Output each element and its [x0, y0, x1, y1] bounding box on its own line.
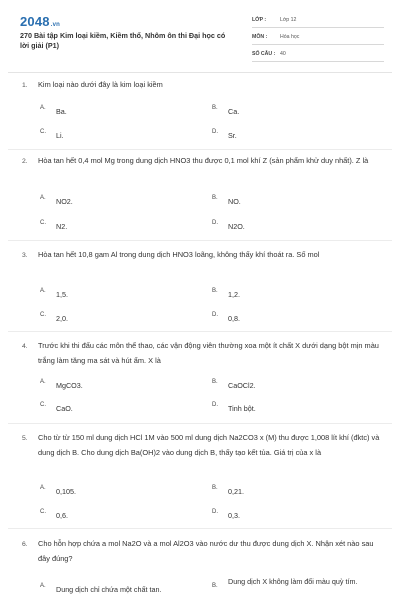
question-number: 2.: [22, 158, 28, 165]
option-letter: A.: [40, 379, 46, 385]
option-letter: D.: [212, 129, 218, 135]
option-letter: B.: [212, 105, 218, 111]
option-letter: A.: [40, 583, 46, 589]
brand-logo[interactable]: [20, 14, 60, 29]
question-text: Trước khi thi đấu các môn thể thao, các vận động viên thường xoa một ít chất X dưới dạng bột mịn màu trắng làm tăng ma sát và hút ẩm. X là: [38, 341, 379, 365]
option-b[interactable]: [212, 379, 256, 393]
option-text: NO2.: [56, 197, 73, 206]
meta-value: Hóa học: [280, 34, 300, 40]
option-text: NO.: [228, 197, 241, 206]
question-divider: [8, 149, 392, 150]
option-text: Dung dịch chỉ chứa một chất tan.: [56, 585, 162, 594]
page-header: [0, 0, 400, 66]
option-text: Sr.: [228, 131, 237, 140]
option-letter: B.: [212, 195, 218, 201]
option-text: 0,8.: [228, 314, 240, 323]
question-text: Hòa tan hết 0,4 mol Mg trong dung dịch HNO3 thu được 0,1 mol khí Z (sản phẩm khử duy nhất). Z là: [38, 156, 369, 165]
option-b[interactable]: [212, 288, 240, 302]
option-text: 1,2.: [228, 290, 240, 299]
option-letter: D.: [212, 220, 218, 226]
option-a[interactable]: [40, 485, 76, 499]
option-text: 0,105.: [56, 487, 76, 496]
option-text: Ca.: [228, 107, 240, 116]
option-a[interactable]: [40, 583, 162, 597]
option-text: 2,0.: [56, 314, 68, 323]
option-letter: A.: [40, 485, 46, 491]
option-b[interactable]: [212, 485, 244, 499]
question-number: 5.: [22, 435, 28, 442]
question-number: 1.: [22, 82, 28, 89]
option-letter: B.: [212, 379, 218, 385]
meta-key: LỚP :: [252, 17, 267, 23]
option-text: CaO.: [56, 404, 73, 413]
option-text: Li.: [56, 131, 64, 140]
meta-row-subject: [252, 30, 384, 45]
option-text: 1,5.: [56, 290, 68, 299]
option-letter: A.: [40, 288, 46, 294]
question-text: Cho từ từ 150 ml dung dịch HCl 1M vào 500 ml dung dịch Na2CO3 x (M) thu được 1,008 lít khí (đktc) và dung dịch B. Cho dung dịch Ba(OH)2 vào dung dịch B, thấy tạo kết tủa. Giá trị của x là: [38, 433, 380, 457]
option-text: Dung dịch X không làm đổi màu quỳ tím.: [228, 577, 358, 586]
option-text: 0,6.: [56, 511, 68, 520]
option-letter: D.: [212, 509, 218, 515]
brand-name: 2048: [20, 14, 50, 29]
option-text: 0,3.: [228, 511, 240, 520]
option-letter: B.: [212, 288, 218, 294]
meta-key: MÔN :: [252, 34, 268, 40]
option-d[interactable]: [212, 129, 237, 143]
option-b[interactable]: [212, 575, 378, 589]
option-b[interactable]: [212, 195, 241, 209]
option-c[interactable]: [40, 129, 64, 143]
question-text: Cho hỗn hợp chứa a mol Na2O và a mol Al2O3 vào nước dư thu được dung dịch X. Nhận xét nào sau đây đúng?: [38, 539, 374, 563]
meta-panel: [252, 13, 384, 64]
option-text: N2.: [56, 222, 68, 231]
option-d[interactable]: [212, 509, 240, 523]
option-letter: C.: [40, 312, 46, 318]
option-c[interactable]: [40, 312, 68, 326]
question-text: Hòa tan hết 10,8 gam Al trong dung dịch HNO3 loãng, không thấy khí thoát ra. Số mol: [38, 250, 320, 259]
question-number: 4.: [22, 343, 28, 350]
option-letter: A.: [40, 195, 46, 201]
option-a[interactable]: [40, 195, 73, 209]
option-d[interactable]: [212, 220, 245, 234]
question-number: 3.: [22, 252, 28, 259]
header-divider: [8, 72, 392, 73]
option-letter: C.: [40, 509, 46, 515]
option-c[interactable]: [40, 402, 73, 416]
meta-key: SỐ CÂU :: [252, 51, 276, 57]
option-text: MgCO3.: [56, 381, 83, 390]
question-number: 6.: [22, 541, 28, 548]
option-a[interactable]: [40, 379, 83, 393]
option-letter: D.: [212, 402, 218, 408]
question-divider: [8, 528, 392, 529]
option-letter: B.: [212, 485, 218, 491]
option-a[interactable]: [40, 105, 67, 119]
document-title: 270 Bài tập Kim loại kiềm, Kiềm thổ, Nhôm ôn thi Đại học có lời giải (P1): [20, 31, 226, 50]
option-d[interactable]: [212, 312, 240, 326]
question-divider: [8, 423, 392, 424]
meta-row-count: [252, 47, 384, 62]
question-divider: [8, 240, 392, 241]
option-text: Ba.: [56, 107, 67, 116]
option-c[interactable]: [40, 509, 68, 523]
option-c[interactable]: [40, 220, 67, 234]
option-letter: D.: [212, 312, 218, 318]
question-text: Kim loại nào dưới đây là kim loại kiềm: [38, 80, 163, 89]
option-text: 0,21.: [228, 487, 244, 496]
option-text: Tinh bột.: [228, 404, 256, 413]
option-letter: B.: [212, 583, 218, 589]
meta-value: Lớp 12: [280, 17, 297, 23]
meta-value: 40: [280, 51, 286, 57]
option-letter: C.: [40, 402, 46, 408]
option-d[interactable]: [212, 402, 256, 416]
option-b[interactable]: [212, 105, 239, 119]
question-divider: [8, 331, 392, 332]
option-letter: C.: [40, 220, 46, 226]
brand-domain: .vn: [50, 22, 61, 28]
option-letter: C.: [40, 129, 46, 135]
option-a[interactable]: [40, 288, 68, 302]
option-letter: A.: [40, 105, 46, 111]
option-text: N2O.: [228, 222, 245, 231]
meta-row-class: [252, 13, 384, 28]
option-text: CaOCl2.: [228, 381, 256, 390]
